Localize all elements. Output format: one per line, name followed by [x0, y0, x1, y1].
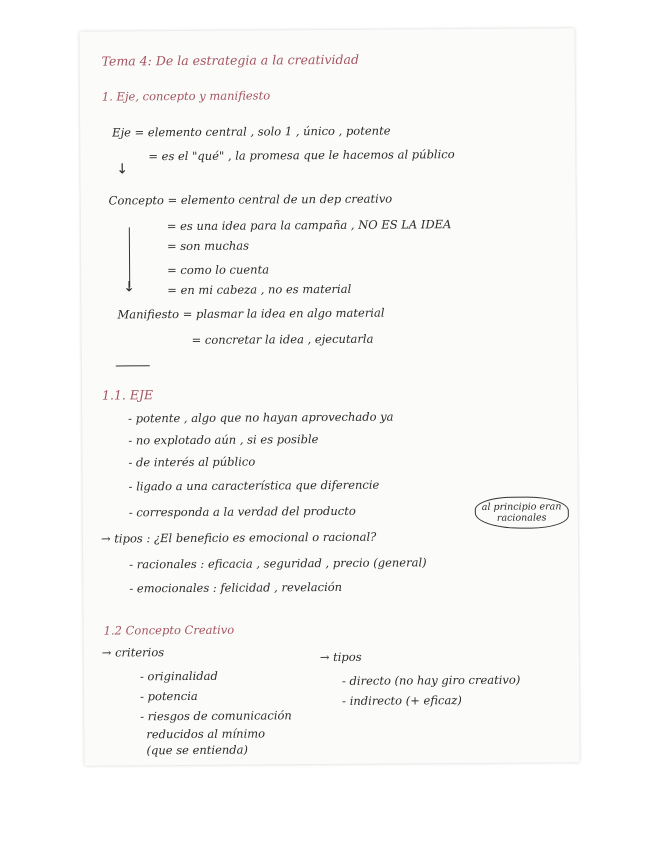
tipos-emocionales: - emocionales : felicidad , revelación — [129, 579, 343, 596]
eje-item-5: - corresponda a la verdad del producto — [128, 503, 356, 520]
criterio-3-cont: reducidos al mínimo — [146, 726, 266, 742]
eje-item-3: - de interés al público — [128, 454, 256, 470]
tipo-directo: - directo (no hay giro creativo) — [341, 672, 521, 688]
note-bubble — [475, 496, 569, 529]
concepto-line-1: Concepto = elemento central de un dep creativo — [108, 191, 393, 208]
eje-line-1: Eje = elemento central , solo 1 , único , potente — [112, 123, 391, 140]
section-1-1-heading: 1.1. EJE — [101, 387, 154, 403]
criterio-2: - potencia — [140, 688, 198, 704]
concepto-line-2: = es una idea para la campaña , NO ES LA IDEA — [166, 217, 452, 234]
bleed-through-text — [437, 98, 558, 209]
criterio-3: - riesgos de comunicación — [140, 708, 292, 724]
concepto-line-3: = son muchas — [166, 238, 250, 254]
eje-item-2: - no explotado aún , si es posible — [128, 432, 319, 448]
tipos-question: → tipos : ¿El beneficio es emocional o racional? — [100, 529, 377, 546]
eje-item-1: - potente , algo que no hayan aprovechado ya — [128, 409, 394, 426]
eje-line-2: = es el "qué" , la promesa que le hacemos al público — [148, 147, 455, 164]
criterio-1: - originalidad — [139, 668, 218, 684]
criterio-3-note: (que se entienda) — [146, 742, 249, 758]
divider — [116, 365, 150, 367]
notebook-page — [79, 28, 579, 765]
manifiesto-line-2: = concretar la idea , ejecutarla — [191, 331, 374, 347]
note-bubble-line-1: al principio eran — [481, 501, 562, 513]
tipos-racionales: - racionales : eficacia , seguridad , precio (general) — [129, 555, 427, 572]
down-arrow-icon: ↓ — [116, 161, 129, 178]
tipos-label: → tipos — [319, 649, 362, 665]
manifiesto-line-1: Manifiesto = plasmar la idea en algo material — [117, 305, 385, 322]
concepto-line-4: = como lo cuenta — [167, 262, 270, 278]
tipo-indirecto: - indirecto (+ eficaz) — [342, 693, 462, 708]
concepto-line-5: = en mi cabeza , no es material — [167, 281, 352, 298]
section-1-heading: 1. Eje, concepto y manifiesto — [101, 88, 271, 104]
criterios-label: → criterios — [101, 645, 165, 660]
eje-item-4: - ligado a una característica que diferencie — [128, 477, 380, 494]
section-1-2-heading: 1.2 Concepto Creativo — [103, 622, 235, 638]
note-bubble-line-2: racionales — [496, 512, 547, 524]
page-title: Tema 4: De la estrategia a la creatividad — [101, 51, 360, 69]
down-arrow-icon: ↓ — [123, 279, 136, 296]
